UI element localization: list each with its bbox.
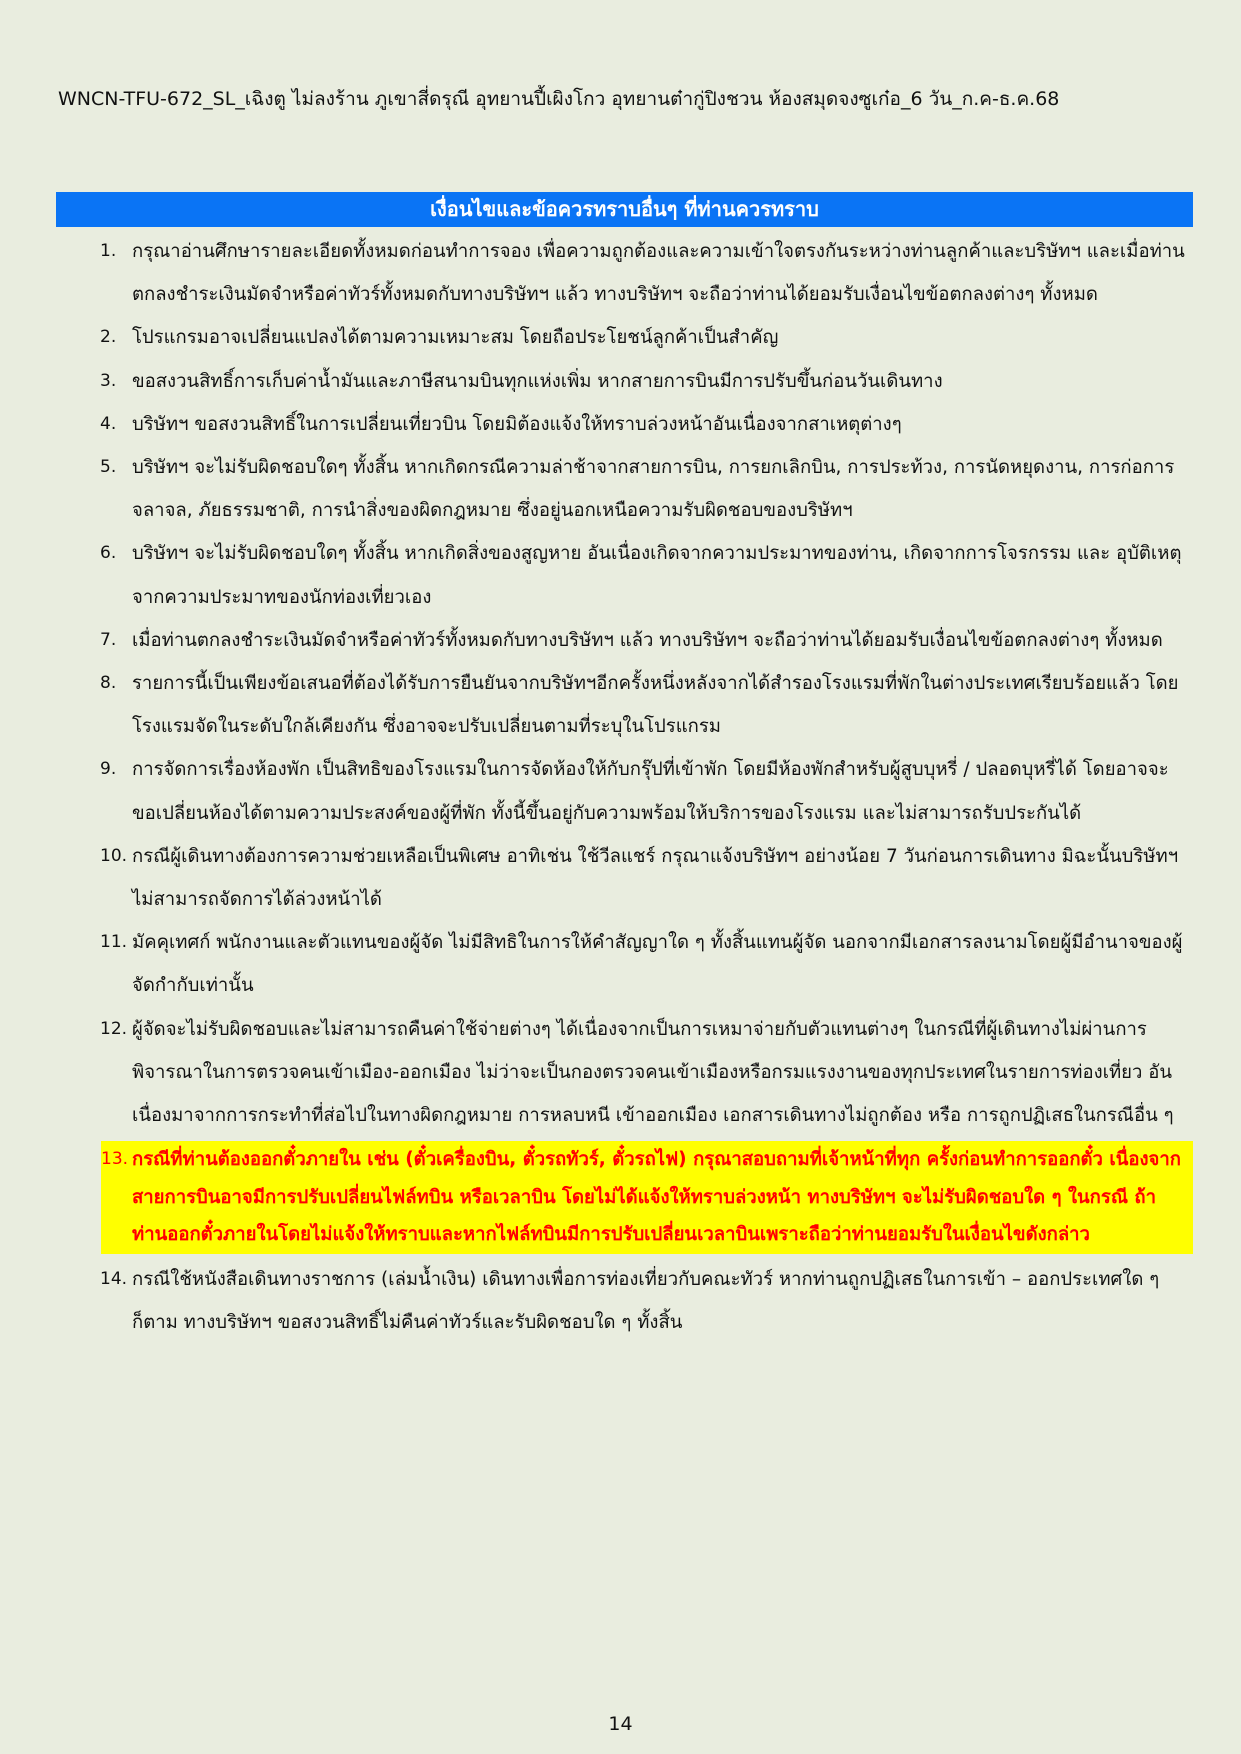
term-number: 11. — [100, 932, 128, 953]
term-text: การจัดการเรื่องห้องพัก เป็นสิทธิของโรงแรมในการจัดห้องให้กับกรุ๊ปที่เข้าพัก โดยมีห้องพักสำหรับผู้สูบบุหรี่ / ปลอดบุหรี่ได้ โดยอาจจะขอเปลี่ยนห้องได้ตามความประสงค์ของผู้ที่พัก ทั้งนี้ขึ้นอยู่กับความพร้อมให้บริการของโรงแรม และไม่สามารถรับประกันได้ — [132, 759, 1169, 824]
term-item-6 — [56, 532, 1193, 618]
term-item-9 — [56, 748, 1193, 834]
term-text: มัคคุเทศก์ พนักงานและตัวแทนของผู้จัด ไม่มีสิทธิในการให้คำสัญญาใด ๆ ทั้งสิ้นแทนผู้จัด นอกจากมีเอกสารลงนามโดยผู้มีอำนาจของผู้จัดกำกับเท่านั้น — [132, 932, 1183, 997]
term-item-8 — [56, 662, 1193, 748]
term-text: บริษัทฯ ขอสงวนสิทธิ์ในการเปลี่ยนเที่ยวบิน โดยมิต้องแจ้งให้ทราบล่วงหน้าอันเนื่องจากสาเหตุต่างๆ — [132, 413, 902, 435]
term-number: 2. — [100, 327, 117, 348]
term-text: โปรแกรมอาจเปลี่ยนแปลงได้ตามความเหมาะสม โดยถือประโยชน์ลูกค้าเป็นสำคัญ — [132, 327, 779, 349]
term-text: กรุณาอ่านศึกษารายละเอียดทั้งหมดก่อนทำการจอง เพื่อความถูกต้องและความเข้าใจตรงกันระหว่างท่านลูกค้าและบริษัทฯ และเมื่อท่านตกลงชำระเงินมัดจำหรือค่าทัวร์ทั้งหมดกับทางบริษัทฯ แล้ว ทางบริษัทฯ จะถือว่าท่านได้ยอมรับเงื่อนไขข้อตกลงต่างๆ ทั้งหมด — [132, 241, 1185, 306]
document-title: WNCN-TFU-672_SL_เฉิงตู ไม่ลงร้าน ภูเขาสี่ดรุณี อุทยานปี้เผิงโกว อุทยานต๋ากู่ปิงชวน ห้องสมุดจงซูเก๋อ_6 วัน_ก.ค-ธ.ค.68 — [58, 88, 1060, 110]
term-number: 9. — [100, 759, 117, 780]
page-number: 14 — [608, 1713, 633, 1735]
term-item-12 — [56, 1008, 1193, 1138]
term-item-5 — [56, 446, 1193, 532]
term-text: ขอสงวนสิทธิ์การเก็บค่าน้ำมันและภาษีสนามบินทุกแห่งเพิ่ม หากสายการบินมีการปรับขึ้นก่อนวันเดินทาง — [132, 370, 943, 392]
term-text: กรณีที่ท่านต้องออกตั๋วภายใน เช่น (ตั๋วเครื่องบิน, ตั๋วรถทัวร์, ตั๋วรถไฟ) กรุณาสอบถามที่เจ้าหน้าที่ทุก ครั้งก่อนทำการออกตั๋ว เนื่องจากสายการบินอาจมีการปรับเปลี่ยนไฟล์ทบิน หรือเวลาบิน โดยไม่ได้แจ้งให้ทราบล่วงหน้า ทางบริษัทฯ จะไม่รับผิดชอบใด ๆ ในกรณี ถ้าท่านออกตั๋วภายในโดยไม่แจ้งให้ทราบและหากไฟล์ทบินมีการปรับเปลี่ยนเวลาบินเพราะถือว่าท่านยอมรับในเงื่อนไขดังกล่าว — [132, 1149, 1181, 1246]
term-text: รายการนี้เป็นเพียงข้อเสนอที่ต้องได้รับการยืนยันจากบริษัทฯอีกครั้งหนึ่งหลังจากได้สำรองโรงแรมที่พักในต่างประเทศเรียบร้อยแล้ว โดยโรงแรมจัดในระดับใกล้เคียงกัน ซึ่งอาจจะปรับเปลี่ยนตามที่ระบุในโปรแกรม — [132, 673, 1179, 738]
term-text: บริษัทฯ จะไม่รับผิดชอบใดๆ ทั้งสิ้น หากเกิดสิ่งของสูญหาย อันเนื่องเกิดจากความประมาทของท่าน, เกิดจากการโจรกรรม และ อุบัติเหตุจากความประมาทของนักท่องเที่ยวเอง — [132, 543, 1182, 608]
section-title-banner: เงื่อนไขและข้อควรทราบอื่นๆ ที่ท่านควรทราบ — [56, 192, 1193, 227]
term-number: 8. — [100, 673, 117, 694]
term-item-10 — [56, 835, 1193, 921]
term-item-4 — [56, 403, 1193, 446]
term-item-1 — [56, 230, 1193, 316]
term-text: ผู้จัดจะไม่รับผิดชอบและไม่สามารถคืนค่าใช้จ่ายต่างๆ ได้เนื่องจากเป็นการเหมาจ่ายกับตัวแทนต่างๆ ในกรณีที่ผู้เดินทางไม่ผ่านการพิจารณาในการตรวจคนเข้าเมือง-ออกเมือง ไม่ว่าจะเป็นกองตรวจคนเข้าเมืองหรือกรมแรงงานของทุกประเทศในรายการท่องเที่ยว อันเนื่องมาจากการกระทำที่ส่อไปในทางผิดกฎหมาย การหลบหนี เข้าออกเมือง เอกสารเดินทางไม่ถูกต้อง หรือ การถูกปฏิเสธในกรณีอื่น ๆ — [132, 1018, 1174, 1127]
term-text: กรณีใช้หนังสือเดินทางราชการ (เล่มน้ำเงิน) เดินทางเพื่อการท่องเที่ยวกับคณะทัวร์ หากท่านถูกปฏิเสธในการเข้า – ออกประเทศใด ๆ ก็ตาม ทางบริษัทฯ ขอสงวนสิทธิ์ไม่คืนค่าทัวร์และรับผิดชอบใด ๆ ทั้งสิ้น — [132, 1268, 1160, 1333]
term-number: 10. — [100, 845, 128, 866]
term-number: 3. — [100, 370, 117, 391]
term-number: 4. — [100, 413, 117, 434]
term-number: 1. — [100, 241, 117, 261]
term-text: บริษัทฯ จะไม่รับผิดชอบใดๆ ทั้งสิ้น หากเกิดกรณีความล่าช้าจากสายการบิน, การยกเลิกบิน, การประท้วง, การนัดหยุดงาน, การก่อการจลาจล, ภัยธรรมชาติ, การนำสิ่งของผิดกฎหมาย ซึ่งอยู่นอกเหนือความรับผิดชอบของบริษัทฯ — [132, 457, 1175, 522]
term-item-3 — [56, 360, 1193, 403]
term-number: 12. — [100, 1018, 128, 1039]
terms-list — [56, 230, 1193, 1344]
term-item-2 — [56, 316, 1193, 359]
term-number: 6. — [100, 543, 117, 564]
term-number: 5. — [100, 457, 117, 478]
term-item-13-highlighted — [101, 1141, 1193, 1254]
term-item-7 — [56, 619, 1193, 662]
term-text: กรณีผู้เดินทางต้องการความช่วยเหลือเป็นพิเศษ อาทิเช่น ใช้วีลแชร์ กรุณาแจ้งบริษัทฯ อย่างน้อย 7 วันก่อนการเดินทาง มิฉะนั้นบริษัทฯไม่สามารถจัดการได้ล่วงหน้าได้ — [132, 845, 1179, 911]
term-number: 7. — [100, 629, 117, 650]
term-number: 14. — [100, 1268, 128, 1289]
term-number: 13. — [101, 1149, 129, 1170]
term-item-14 — [56, 1258, 1193, 1344]
term-item-11 — [56, 921, 1193, 1007]
term-text: เมื่อท่านตกลงชำระเงินมัดจำหรือค่าทัวร์ทั้งหมดกับทางบริษัทฯ แล้ว ทางบริษัทฯ จะถือว่าท่านได้ยอมรับเงื่อนไขข้อตกลงต่างๆ ทั้งหมด — [132, 629, 1163, 651]
